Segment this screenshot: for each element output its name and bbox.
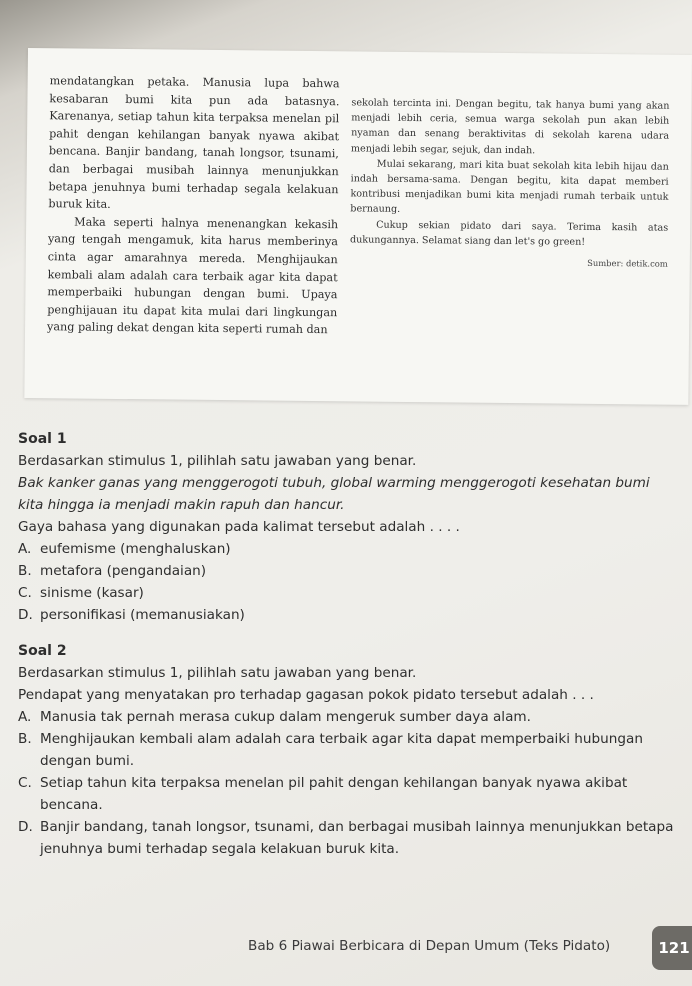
option-text: Menghijaukan kembali alam adalah cara terbaik agar kita dapat memperbaiki hubungan dengan bumi. [40,731,643,769]
question-title: Soal 1 [18,431,67,447]
questions-section [18,428,678,860]
question-title: Soal 2 [18,643,67,659]
stimulus-paragraph: Cukup sekian pidato dari saya. Terima kasih atas dukungannya. Selamat siang dan let's go green! [349,219,669,248]
answer-option-b[interactable] [18,560,678,582]
option-letter: C. [18,585,32,601]
option-text: personifikasi (memanusiakan) [40,607,245,623]
option-text: Banjir bandang, tanah longsor, tsunami, dan berbagai musibah lainnya menunjukkan betapa jenuhnya bumi terhadap segala kelakuan buruk kita. [40,819,674,857]
stimulus-paragraph: mendatangkan petaka. Manusia lupa bahwa kesabaran bumi kita pun ada batasnya. Karenanya, setiap tahun kita terpaksa menelan pil pahit dengan kehilangan banyak nyawa akibat bencana. Banjir bandang, tanah longsor, tsunami, dan berbagai musibah lainnya menunjukkan betapa jenuhnya bumi terhadap segala kelakuan buruk kita. [48,74,340,212]
stimulus-paragraph: Maka seperti halnya menenangkan kekasih yang tengah mengamuk, kita harus memberinya cinta agar amarahnya mereda. Menghijaukan kembali alam adalah cara terbaik agar kita dapat memperbaiki hubungan dengan bumi. Upaya penghijauan itu dapat kita mulai dari lingkungan yang paling dekat dengan kita seperti rumah dan [47,215,339,337]
option-text: metafora (pengandaian) [40,563,207,579]
stimulus-text-box [24,48,692,405]
question-instruction: Berdasarkan stimulus 1, pilihlah satu jawaban yang benar. [18,665,417,681]
answer-option-c[interactable] [18,772,678,816]
answer-option-d[interactable] [18,604,678,626]
answer-option-c[interactable] [18,582,678,604]
stimulus-right-column [350,95,670,272]
option-letter: D. [18,819,33,835]
question-instruction: Berdasarkan stimulus 1, pilihlah satu jawaban yang benar. [18,453,417,469]
question-quote: Bak kanker ganas yang menggerogoti tubuh, global warming menggerogoti kesehatan bumi kita hingga ia menjadi makin rapuh dan hancur. [18,475,650,513]
question-1 [18,428,678,626]
option-letter: A. [18,541,32,557]
option-letter: D. [18,607,33,623]
option-text: sinisme (kasar) [40,585,144,601]
option-letter: C. [18,775,32,791]
answer-option-a[interactable] [18,538,678,560]
question-prompt: Pendapat yang menyatakan pro terhadap gagasan pokok pidato tersebut adalah . . . [18,687,594,703]
answer-option-d[interactable] [18,816,678,860]
chapter-footer: Bab 6 Piawai Berbicara di Depan Umum (Teks Pidato) [248,938,611,954]
option-letter: B. [18,731,32,747]
option-text: Manusia tak pernah merasa cukup dalam mengeruk sumber daya alam. [40,709,531,725]
stimulus-left-column [47,72,340,339]
page-number-badge: 121 [652,926,692,970]
stimulus-paragraph: sekolah tercinta ini. Dengan begitu, tak hanya bumi yang akan menjadi lebih ceria, semua warga sekolah pun akan lebih nyaman dan senang beraktivitas di sekolah karena udara menjadi lebih segar, sejuk, dan indah. [350,97,670,156]
answer-option-a[interactable] [18,706,678,728]
stimulus-source: Sumber: detik.com [587,257,668,269]
question-prompt: Gaya bahasa yang digunakan pada kalimat tersebut adalah . . . . [18,519,460,535]
option-letter: B. [18,563,32,579]
option-text: eufemisme (menghaluskan) [40,541,231,557]
option-text: Setiap tahun kita terpaksa menelan pil pahit dengan kehilangan banyak nyawa akibat bencana. [40,775,628,813]
option-letter: A. [18,709,32,725]
spacer [18,626,678,640]
stimulus-paragraph: Mulai sekarang, mari kita buat sekolah kita lebih hijau dan indah bersama-sama. Dengan begitu, kita dapat memberi kontribusi menjadikan bumi kita menjadi rumah terbaik untuk bernaung. [350,158,669,216]
answer-option-b[interactable] [18,728,678,772]
question-2 [18,640,678,860]
